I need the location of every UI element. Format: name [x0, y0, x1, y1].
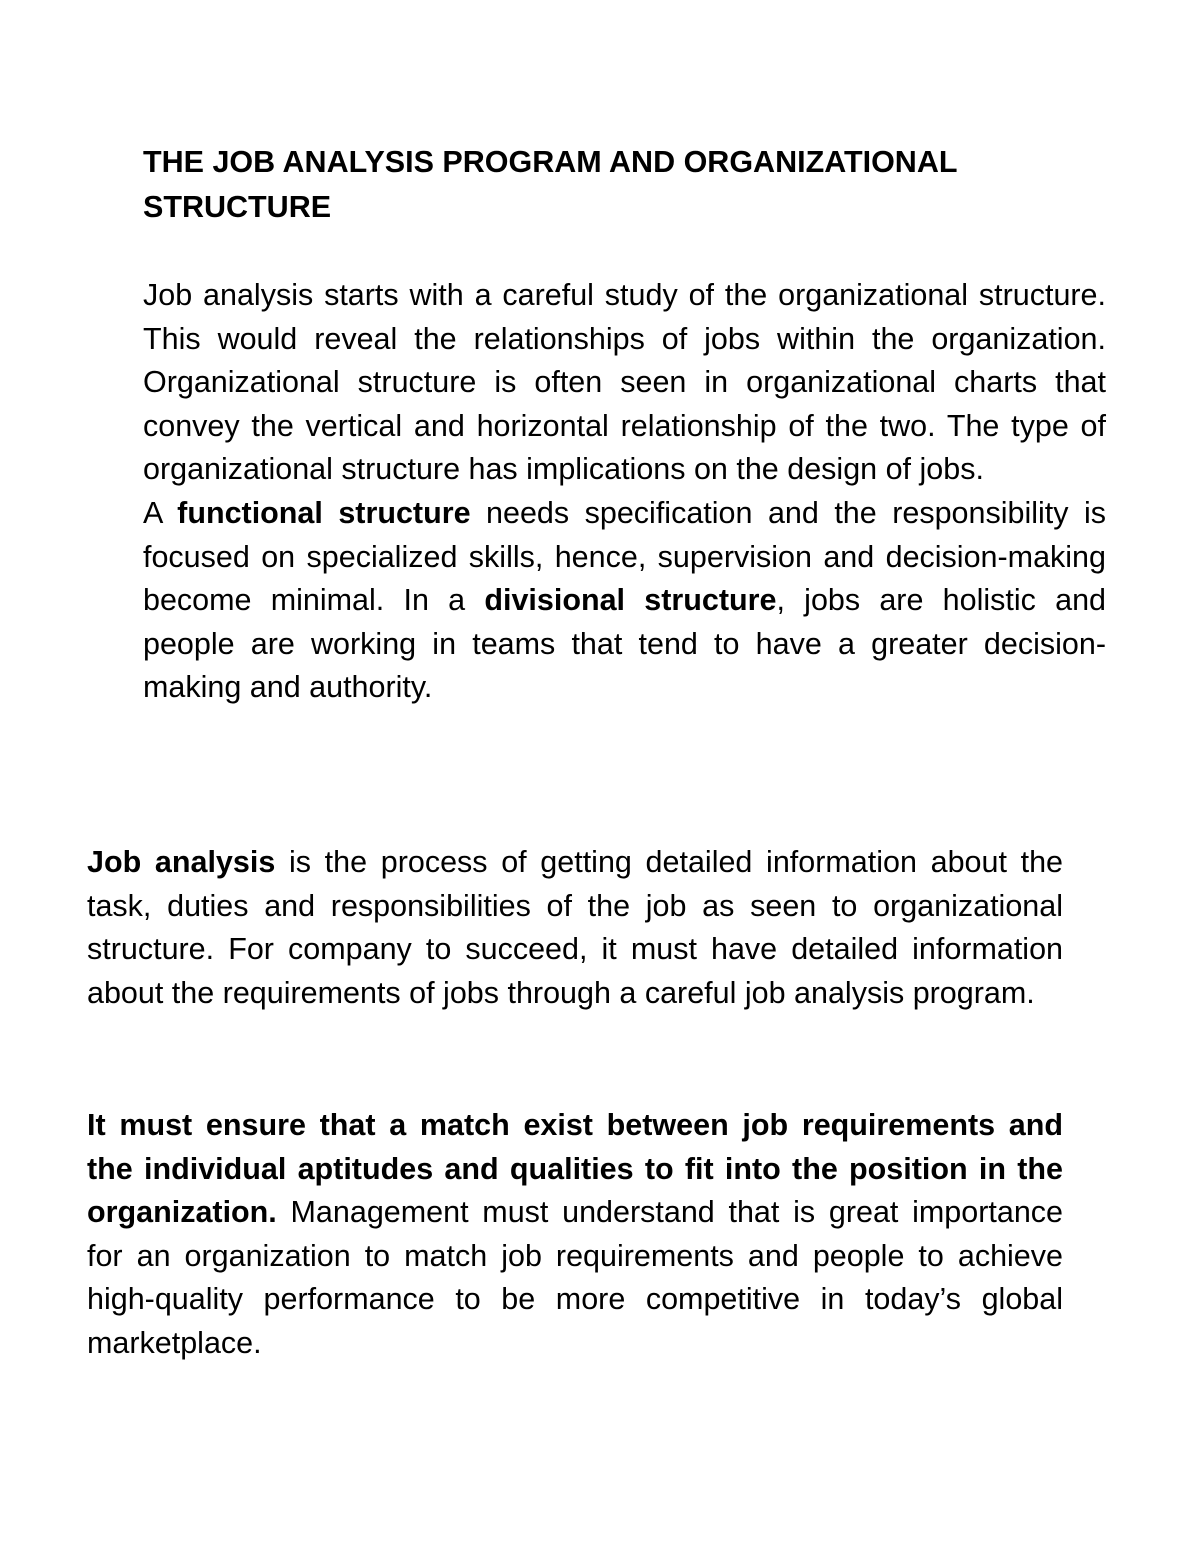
ensure-paragraph	[87, 1104, 1063, 1366]
functional-structure-term: functional structure	[177, 495, 471, 530]
intro-text-2a: A	[143, 495, 178, 530]
document-title: THE JOB ANALYSIS PROGRAM AND ORGANIZATIONAL STRUCTURE	[143, 145, 957, 224]
ensure-text: Management must understand that is great importance for an organization to match job requirements and people to achieve high-quality performance to be more competitive in today’s global marketplace.	[87, 1195, 1063, 1360]
definition-text: is the process of getting detailed information about the task, duties and responsibilities of the job as seen to organizational structure. For company to succeed, it must have detailed information about the requirements of jobs through a careful job analysis program.	[87, 845, 1064, 1010]
intro-text-2c: , jobs are holistic and people are working in teams that tend to have a greater decision-making and authority.	[143, 583, 1106, 705]
definition-paragraph	[87, 841, 1063, 1015]
intro-paragraph	[143, 274, 1106, 710]
ensure-bold-statement: It must ensure that a match exist between job requirements and the individual aptitudes and qualities to fit into the position in the organization.	[87, 1108, 1063, 1230]
intro-text-1: Job analysis starts with a careful study of the organizational structure. This would reveal the relationships of jobs within the organization. Organizational structure is often seen in organizational charts that convey the vertical and horizontal relationship of the two. The type of organizational structure has implications on the design of jobs.	[143, 278, 1106, 487]
intro-text-2b: needs specification and the responsibility is focused on specialized skills, hence, supervision and decision-making become minimal. In a	[143, 495, 1107, 618]
job-analysis-term: Job analysis	[87, 845, 276, 879]
divisional-structure-term: divisional structure	[484, 583, 777, 618]
